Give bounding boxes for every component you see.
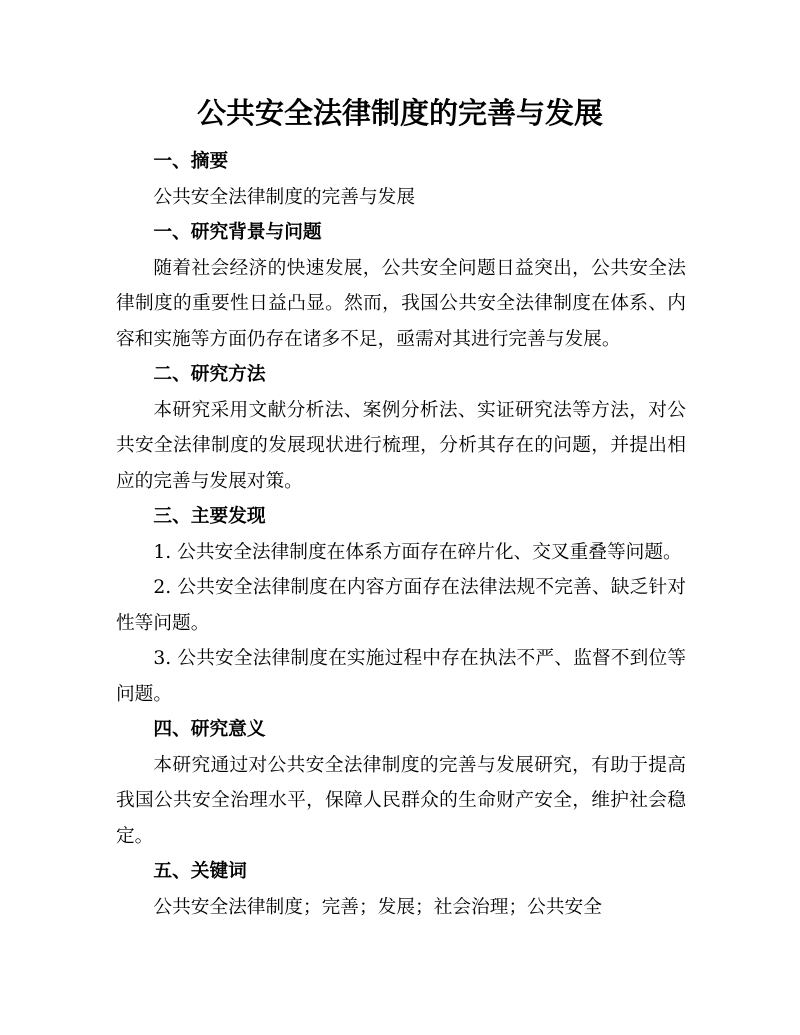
section-heading-findings: 三、主要发现 — [153, 505, 266, 527]
document-body — [116, 144, 686, 925]
significance-paragraph: 本研究通过对公共安全法律制度的完善与发展研究，有助于提高我国公共安全治理水平，保障人民群众的生命财产安全，维护社会稳定。 — [116, 754, 686, 847]
section-heading-methods: 二、研究方法 — [153, 363, 266, 385]
background-paragraph: 随着社会经济的快速发展，公共安全问题日益突出，公共安全法律制度的重要性日益凸显。然而，我国公共安全法律制度在体系、内容和实施等方面仍存在诸多不足，亟需对其进行完善与发展。 — [116, 257, 686, 350]
keywords-text: 公共安全法律制度；完善；发展；社会治理；公共安全 — [153, 896, 602, 918]
section-heading-background: 一、研究背景与问题 — [153, 221, 322, 243]
finding-item-1: 1. 公共安全法律制度在体系方面存在碎片化、交叉重叠等问题。 — [153, 541, 682, 563]
finding-item-2: 2. 公共安全法律制度在内容方面存在法律法规不完善、缺乏针对性等问题。 — [116, 577, 686, 634]
section-heading-significance: 四、研究意义 — [153, 718, 266, 740]
abstract-text: 公共安全法律制度的完善与发展 — [153, 186, 416, 208]
page-title: 公共安全法律制度的完善与发展 — [196, 96, 603, 130]
section-heading-abstract: 一、摘要 — [153, 150, 229, 172]
methods-paragraph: 本研究采用文献分析法、案例分析法、实证研究法等方法，对公共安全法律制度的发展现状进行梳理，分析其存在的问题，并提出相应的完善与发展对策。 — [116, 399, 686, 492]
section-heading-keywords: 五、关键词 — [153, 860, 247, 882]
finding-item-3: 3. 公共安全法律制度在实施过程中存在执法不严、监督不到位等问题。 — [116, 648, 686, 705]
